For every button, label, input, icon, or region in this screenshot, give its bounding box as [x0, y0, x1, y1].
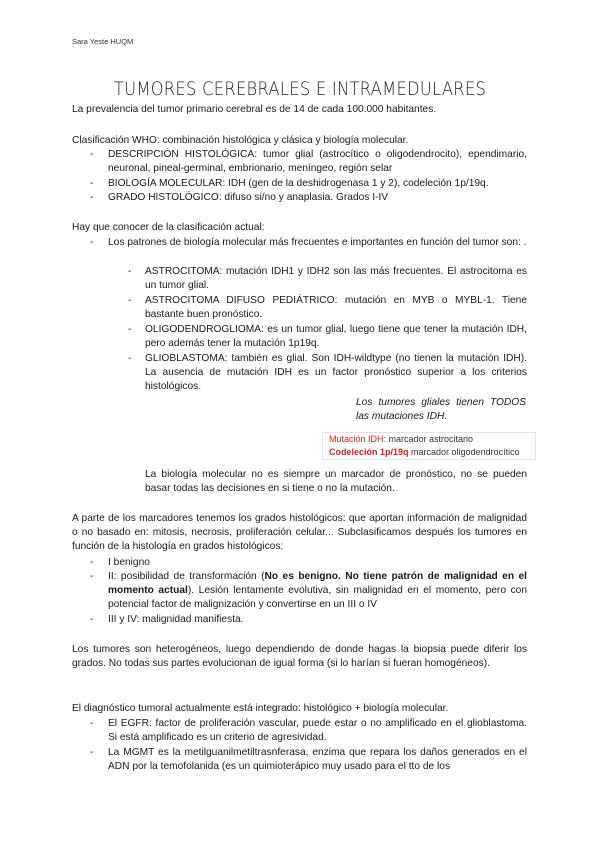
- bullet-dash: -: [90, 149, 94, 160]
- subitem-astrocitoma-pediatrico: ASTROCITOMA DIFUSO PEDIÁTRICO: mutación en MYB o MYBL-1. Tiene bastante buen pronóstico.: [145, 295, 527, 321]
- subitem-oligodendroglioma: OLIGODENDROGLIOMA: es un tumor glial, luego tiene que tener la mutación IDH, pero además tener la mutación 1p19q.: [145, 324, 527, 350]
- diagnosis-heading: El diagnóstico tumoral actualmente está integrado: histológico + biología molecular.: [72, 703, 449, 714]
- page-title: TUMORES CEREBRALES E INTRAMEDULARES: [113, 78, 487, 100]
- legend-val-idh: marcador astrocitario: [386, 434, 474, 444]
- bullet-dash: -: [90, 571, 94, 582]
- marker-legend-box: [322, 432, 536, 460]
- legend-val-codeletion: marcador oligodendrocítico: [408, 447, 520, 457]
- grades-paragraph: A parte de los marcadores tenemos los grados histológicos: que aportan información de malignidad o no basado en: mitosis, necrosis, proliferación celular... Subclasificamos después los tumores en función de la histología en grados histológicos:: [72, 513, 527, 553]
- molecular-note: La biología molecular no es siempre un marcador de pronóstico, no se pueden basar todas las decisiones en si tiene o no la mutación.: [145, 469, 527, 495]
- subitem-glioblastoma: GLIOBLASTOMA: también es glial. Son IDH-wildtype (no tienen la mutación IDH). La ausencia de mutación IDH es un factor pronóstico superior a los criterios histológicos.: [145, 353, 527, 393]
- classif-item: Los patrones de biología molecular más frecuentes e importantes en función del tumor son: .: [108, 237, 527, 248]
- bullet-dash: -: [90, 718, 94, 729]
- grade-ii-bold: No es benigno. No tiene patrón de malignidad en el momento actual: [108, 571, 527, 597]
- intro-paragraph: La prevalencia del tumor primario cerebral es de 14 de cada 100.000 habitantes.: [72, 104, 437, 115]
- bullet-dash: -: [90, 747, 94, 758]
- who-heading: Clasificación WHO: combinación histológica y clásica y biología molecular.: [72, 135, 409, 146]
- side-note: Los tumores gliales tienen TODOS las mutaciones IDH.: [356, 397, 526, 423]
- who-item-grade: GRADO HISTOLÓGICO: difuso si/no y anaplasia. Grados I-IV: [108, 192, 389, 203]
- who-item-molecular: BIOLOGÍA MOLECULAR: IDH (gen de la deshidrogenasa 1 y 2), codeleción 1p/19q.: [108, 178, 489, 189]
- bullet-dash: -: [128, 295, 132, 306]
- bullet-dash: -: [90, 178, 94, 189]
- heterogeneity-paragraph: Los tumores son heterogéneos, luego dependiendo de donde hagas la biopsia puede diferir los grados. No todas sus partes evolucionan de igual forma (si lo harían si fueran homogéneos).: [72, 644, 527, 670]
- legend-key-idh: Mutación IDH:: [329, 434, 387, 444]
- diag-item-mgmt: La MGMT es la metilguanilmetiltrasnferasa, enzima que repara los daños generados en el ADN por la temofolanida (es un quimioterápico muy usado para el tto de los: [108, 747, 527, 773]
- grade-ii-pre: II: posibilidad de transformación (: [108, 571, 265, 582]
- who-item-histologic: DESCRIPCIÓN HISTOLÓGICA: tumor glial (astrocítico o oligodendrocito), ependimario, neuronal, pineal-germinal, embrionario, meníngeo, región selar: [108, 149, 527, 175]
- grade-iii-iv: III y IV: malignidad manifiesta.: [108, 614, 244, 625]
- grade-ii-post: ). Lesión lentamente evolutiva, sin malignidad en el momento, pero con potencial factor de malignización y convertirse en un III o IV: [108, 585, 527, 611]
- classif-heading: Hay que conocer de la clasificación actual:: [72, 222, 265, 233]
- bullet-dash: -: [128, 266, 132, 277]
- diag-item-egfr: El EGFR: factor de proliferación vascular, puede estar o no amplificado en el glioblastoma. Si está amplificado es un criterio de agresividad.: [108, 718, 527, 744]
- grade-i: I benigno: [108, 557, 150, 568]
- bullet-dash: -: [90, 614, 94, 625]
- subitem-astrocitoma: ASTROCITOMA: mutación IDH1 y IDH2 son las más frecuentes. El astrocitoma es un tumor glial.: [145, 266, 527, 292]
- bullet-dash: -: [90, 557, 94, 568]
- grade-ii: [108, 570, 527, 613]
- bullet-dash: -: [90, 192, 94, 203]
- bullet-dash: -: [90, 237, 94, 248]
- author-header: Sara Yeste HUQM: [72, 37, 134, 46]
- legend-key-codeletion: Codeleción 1p/19q: [329, 447, 409, 457]
- bullet-dash: -: [128, 353, 132, 364]
- bullet-dash: -: [128, 324, 132, 335]
